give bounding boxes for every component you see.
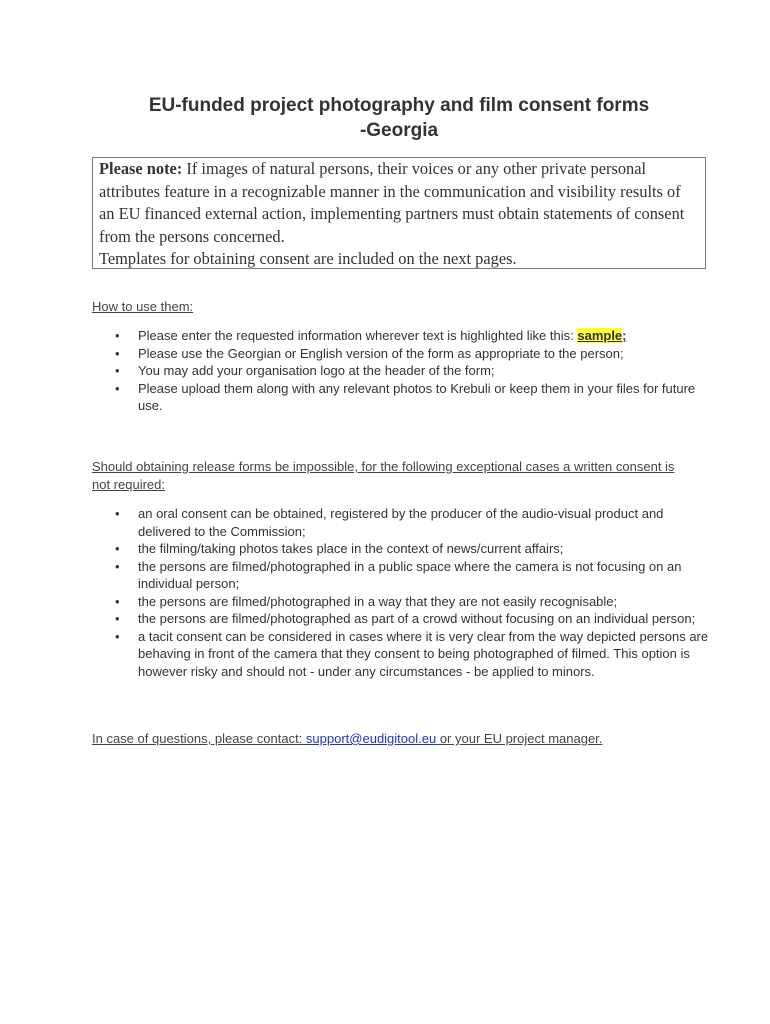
- list-item: [92, 558, 712, 593]
- list-item: [92, 327, 712, 345]
- list-item: [92, 593, 712, 611]
- page-title-line-2: -Georgia: [359, 120, 439, 141]
- bullet-icon: •: [115, 593, 120, 609]
- exception-item-text: the persons are filmed/photographed in a public space where the camera is not focusing on an individual person;: [138, 558, 682, 591]
- exceptions-list: [92, 505, 712, 680]
- howto-list: [92, 327, 712, 415]
- list-item: [92, 628, 712, 681]
- howto-item-suffix: ;: [622, 328, 627, 343]
- list-item: [92, 345, 712, 363]
- support-email-link[interactable]: support@eudigitool.eu: [305, 731, 437, 746]
- howto-item-text: Please use the Georgian or English version of the form as appropriate to the person;: [138, 345, 624, 361]
- note-box: [92, 157, 706, 269]
- contact-suffix: or your EU project manager.: [436, 731, 603, 746]
- howto-item-text: You may add your organisation logo at the header of the form;: [138, 363, 495, 378]
- exceptions-heading: Should obtaining release forms be impossible, for the following exceptional cases a written consent is not required:: [92, 459, 675, 492]
- list-item: [92, 505, 712, 540]
- page-title: [92, 93, 706, 143]
- contact-prefix: In case of questions, please contact:: [92, 731, 306, 746]
- bullet-icon: •: [115, 363, 120, 378]
- list-item: [92, 362, 712, 380]
- howto-heading: How to use them:: [92, 299, 194, 314]
- bullet-icon: •: [115, 611, 120, 626]
- howto-item-text: Please enter the requested information wherever text is highlighted like this:: [138, 328, 578, 343]
- exception-item-text: an oral consent can be obtained, registered by the producer of the audio-visual product and delivered to the Commission;: [138, 506, 664, 539]
- page-title-line-1: EU-funded project photography and film consent forms: [148, 95, 650, 116]
- note-text: If images of natural persons, their voices or any other private personal attributes feature in a recognizable manner in the communication and visibility results of an EU financed external action, implementing partners must obtain statements of consent from the persons concerned.: [99, 159, 685, 246]
- bullet-icon: •: [115, 506, 120, 521]
- howto-item-text: Please upload them along with any relevant photos to Krebuli or keep them in your files for future use.: [138, 380, 696, 413]
- bullet-icon: •: [115, 328, 120, 343]
- note-paragraph: [99, 158, 699, 248]
- bullet-icon: •: [115, 541, 120, 556]
- bullet-icon: •: [115, 345, 120, 361]
- note-templates-text: Templates for obtaining consent are included on the next pages.: [99, 249, 517, 269]
- list-item: [92, 540, 712, 558]
- bullet-icon: •: [115, 380, 120, 396]
- bullet-icon: •: [115, 558, 120, 574]
- bullet-icon: •: [115, 628, 120, 644]
- sample-highlight: sample: [577, 328, 623, 343]
- list-item: [92, 610, 712, 628]
- exception-item-text: the filming/taking photos takes place in the context of news/current affairs;: [138, 541, 564, 556]
- exception-item-text: the persons are filmed/photographed as part of a crowd without focusing on an individual person;: [138, 611, 696, 626]
- list-item: [92, 380, 712, 415]
- note-lead: Please note:: [99, 159, 183, 178]
- exception-item-text: the persons are filmed/photographed in a way that they are not easily recognisable;: [138, 593, 618, 609]
- contact-line: [92, 730, 602, 748]
- exception-item-text: a tacit consent can be considered in cases where it is very clear from the way depicted persons are behaving in front of the camera that they consent to being photographed of filmed. This option is however risky and should not - under any circumstances - be applied to minors.: [138, 628, 709, 679]
